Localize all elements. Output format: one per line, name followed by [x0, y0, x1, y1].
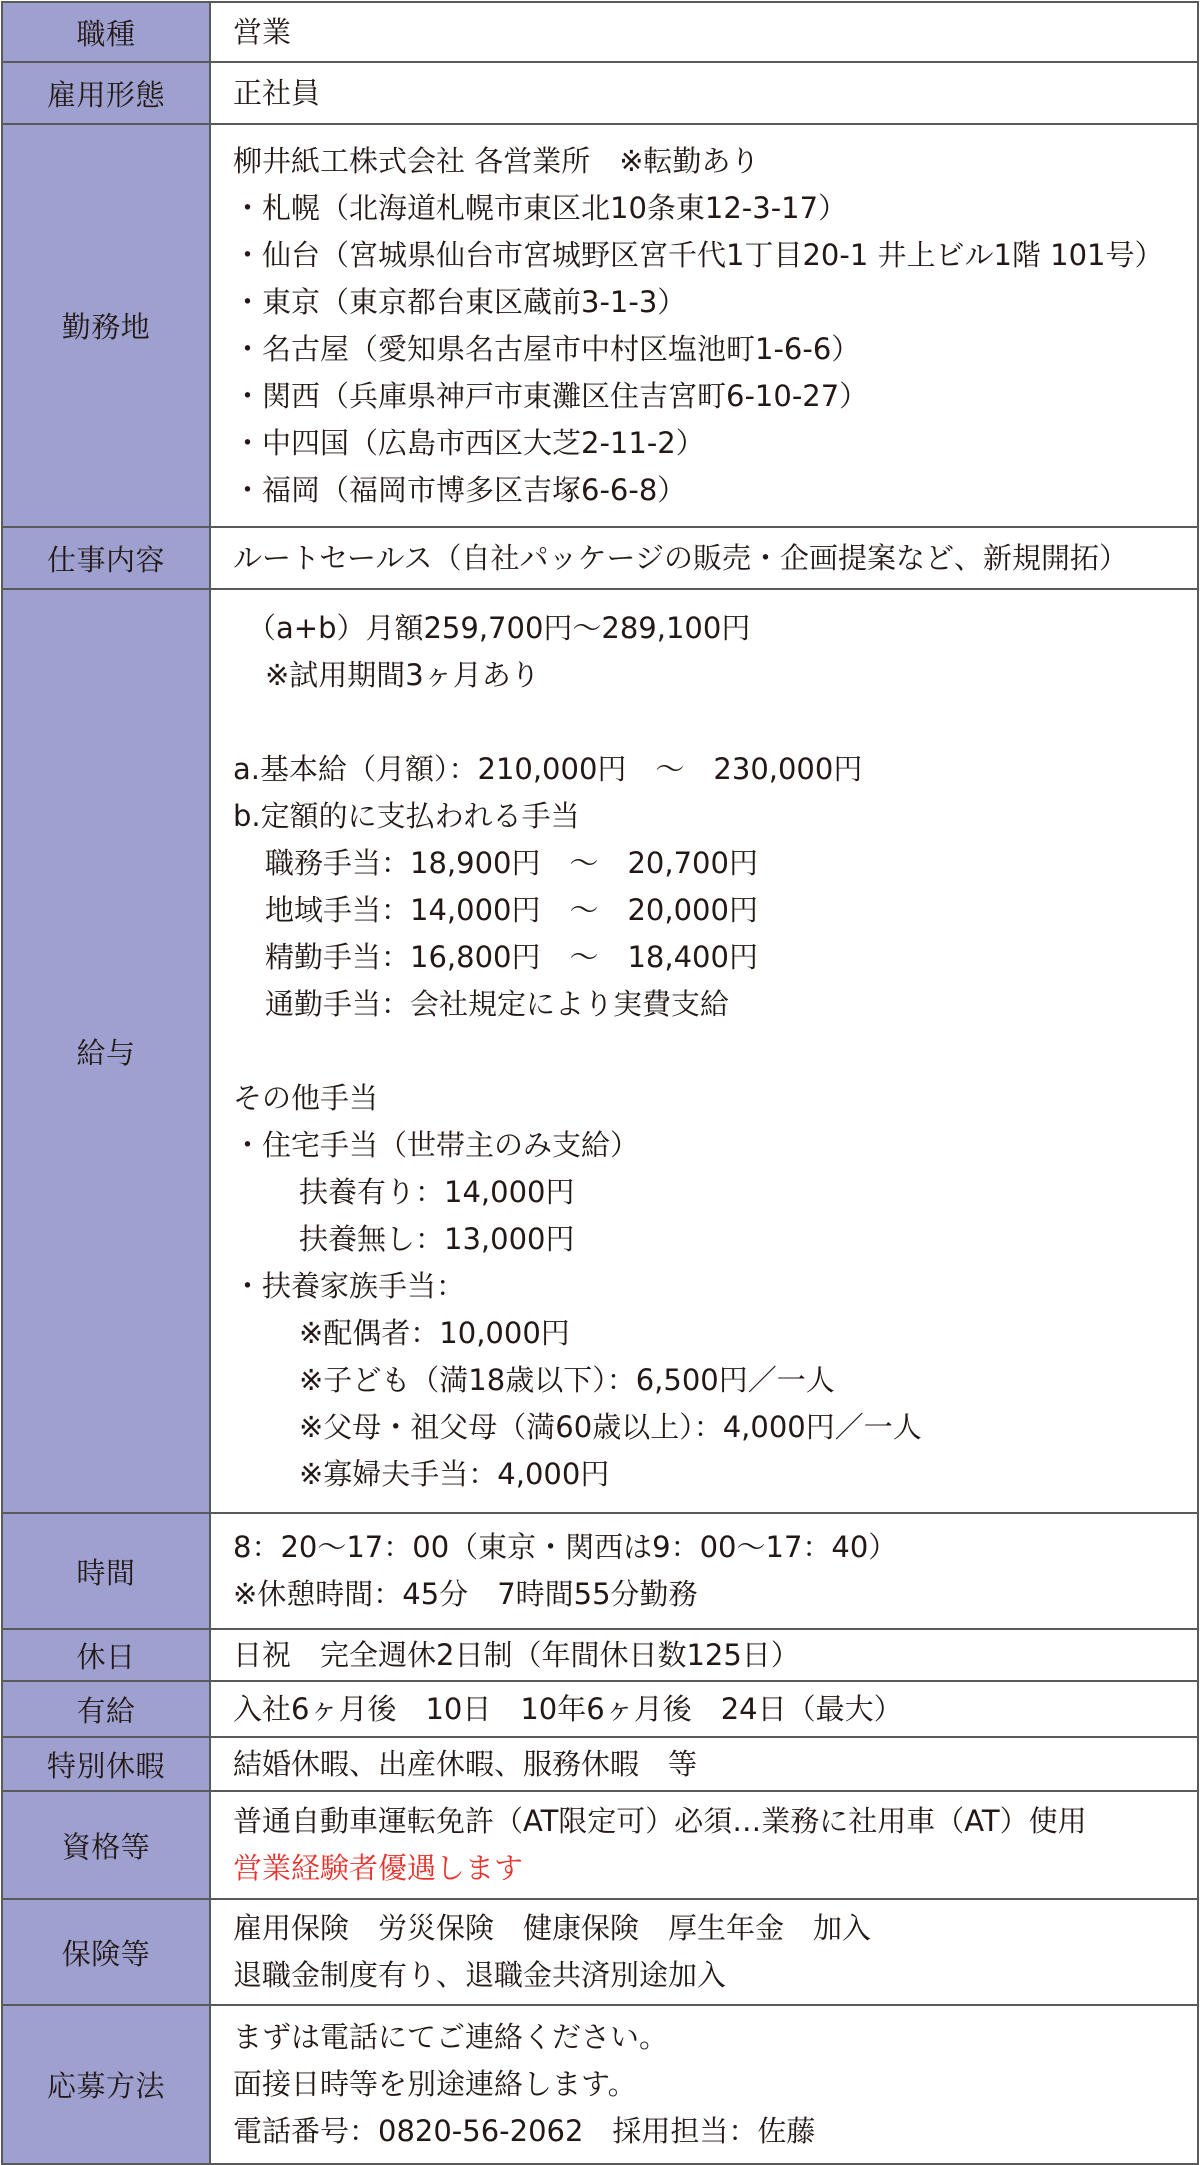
- salary-family-item: ※配偶者：10,000円: [299, 1315, 570, 1350]
- row-salary: [2, 589, 1198, 1513]
- label-apply: 応募方法: [2, 2005, 210, 2164]
- row-apply: [2, 2005, 1198, 2164]
- hours-line: ※休憩時間：45分 7時間55分勤務: [233, 1577, 698, 1611]
- row-insurance: [2, 1899, 1198, 2005]
- row-special-leave: [2, 1737, 1198, 1791]
- salary-family-item: ※父母・祖父母（満60歳以上）：4,000円／一人: [299, 1409, 922, 1444]
- label-holidays: 休日: [2, 1629, 210, 1681]
- salary-other-title: その他手当: [233, 1080, 379, 1115]
- label-employment: 雇用形態: [2, 62, 210, 124]
- location-line: ・中四国（広島市西区大芝2-11-2）: [233, 425, 705, 460]
- value-job-type: 営業: [210, 2, 1198, 62]
- row-employment: [2, 62, 1198, 124]
- row-duties: [2, 527, 1198, 589]
- value-qualifications: [210, 1791, 1198, 1899]
- label-special-leave: 特別休暇: [2, 1737, 210, 1791]
- location-line: ・東京（東京都台東区蔵前3-1-3）: [233, 284, 687, 319]
- salary-family-item: ※子ども（満18歳以下）：6,500円／一人: [299, 1362, 835, 1397]
- row-paid-leave: [2, 1681, 1198, 1737]
- label-qualifications: 資格等: [2, 1791, 210, 1899]
- salary-trial-note: ※試用期間3ヶ月あり: [265, 657, 540, 692]
- row-job-type: [2, 2, 1198, 62]
- row-qualifications: [2, 1791, 1198, 1899]
- value-apply: [210, 2005, 1198, 2164]
- row-holidays: [2, 1629, 1198, 1681]
- value-location: [210, 124, 1198, 527]
- salary-family-title: ・扶養家族手当：: [233, 1268, 466, 1303]
- label-salary: 給与: [2, 589, 210, 1513]
- qualification-line: 普通自動車運転免許（AT限定可）必須…業務に社用車（AT）使用: [233, 1804, 1087, 1838]
- salary-fixed-item: 通勤手当：会社規定により実費支給: [265, 986, 730, 1021]
- label-insurance: 保険等: [2, 1899, 210, 2005]
- value-special-leave: 結婚休暇、出産休暇、服務休暇 等: [210, 1737, 1198, 1791]
- salary-fixed-item: 職務手当：18,900円 ～ 20,700円: [265, 845, 758, 880]
- value-paid-leave: 入社6ヶ月後 10日 10年6ヶ月後 24日（最大）: [210, 1681, 1198, 1737]
- row-hours: [2, 1513, 1198, 1629]
- value-salary: [210, 589, 1198, 1513]
- label-paid-leave: 有給: [2, 1681, 210, 1737]
- hours-line: 8：20～17：00（東京・関西は9：00～17：40）: [233, 1530, 898, 1564]
- apply-line: まずは電話にてご連絡ください。: [233, 2020, 669, 2054]
- label-duties: 仕事内容: [2, 527, 210, 589]
- salary-fixed-title: b.定額的に支払われる手当: [233, 798, 580, 833]
- value-hours: [210, 1513, 1198, 1629]
- job-listing-table: [1, 1, 1199, 2165]
- apply-line: 面接日時等を別途連絡します。: [233, 2067, 637, 2101]
- salary-housing-item: 扶養有り：14,000円: [299, 1174, 575, 1209]
- location-line: ・札幌（北海道札幌市東区北10条東12-3-17）: [233, 190, 848, 225]
- salary-housing-item: 扶養無し：13,000円: [299, 1221, 575, 1256]
- label-hours: 時間: [2, 1513, 210, 1629]
- salary-fixed-item: 精勤手当：16,800円 ～ 18,400円: [265, 939, 758, 974]
- value-insurance: [210, 1899, 1198, 2005]
- apply-line: 電話番号：0820-56-2062 採用担当：佐藤: [233, 2114, 816, 2148]
- value-holidays: 日祝 完全週休2日制（年間休日数125日）: [210, 1629, 1198, 1681]
- salary-base: a.基本給（月額）：210,000円 ～ 230,000円: [233, 751, 863, 786]
- location-line: 柳井紙工株式会社 各営業所 ※転勤あり: [233, 143, 760, 178]
- value-duties: ルートセールス（自社パッケージの販売・企画提案など、新規開拓）: [210, 527, 1198, 589]
- location-line: ・福岡（福岡市博多区吉塚6-6-8）: [233, 472, 687, 507]
- row-location: [2, 124, 1198, 527]
- insurance-line: 退職金制度有り、退職金共済別途加入: [233, 1958, 727, 1992]
- value-employment: 正社員: [210, 62, 1198, 124]
- insurance-line: 雇用保険 労災保険 健康保険 厚生年金 加入: [233, 1911, 872, 1945]
- qualification-highlight: 営業経験者優遇します: [233, 1851, 524, 1885]
- salary-total: （a+b）月額259,700円～289,100円: [247, 610, 751, 645]
- location-line: ・関西（兵庫県神戸市東灘区住吉宮町6-10-27）: [233, 378, 869, 413]
- location-line: ・仙台（宮城県仙台市宮城野区宮千代1丁目20-1 井上ビル1階 101号）: [233, 237, 1164, 272]
- salary-family-item: ※寡婦夫手当：4,000円: [299, 1456, 610, 1491]
- label-job-type: 職種: [2, 2, 210, 62]
- location-line: ・名古屋（愛知県名古屋市中村区塩池町1-6-6）: [233, 331, 861, 366]
- label-location: 勤務地: [2, 124, 210, 527]
- salary-housing-title: ・住宅手当（世帯主のみ支給）: [233, 1127, 640, 1162]
- salary-fixed-item: 地域手当：14,000円 ～ 20,000円: [265, 892, 758, 927]
